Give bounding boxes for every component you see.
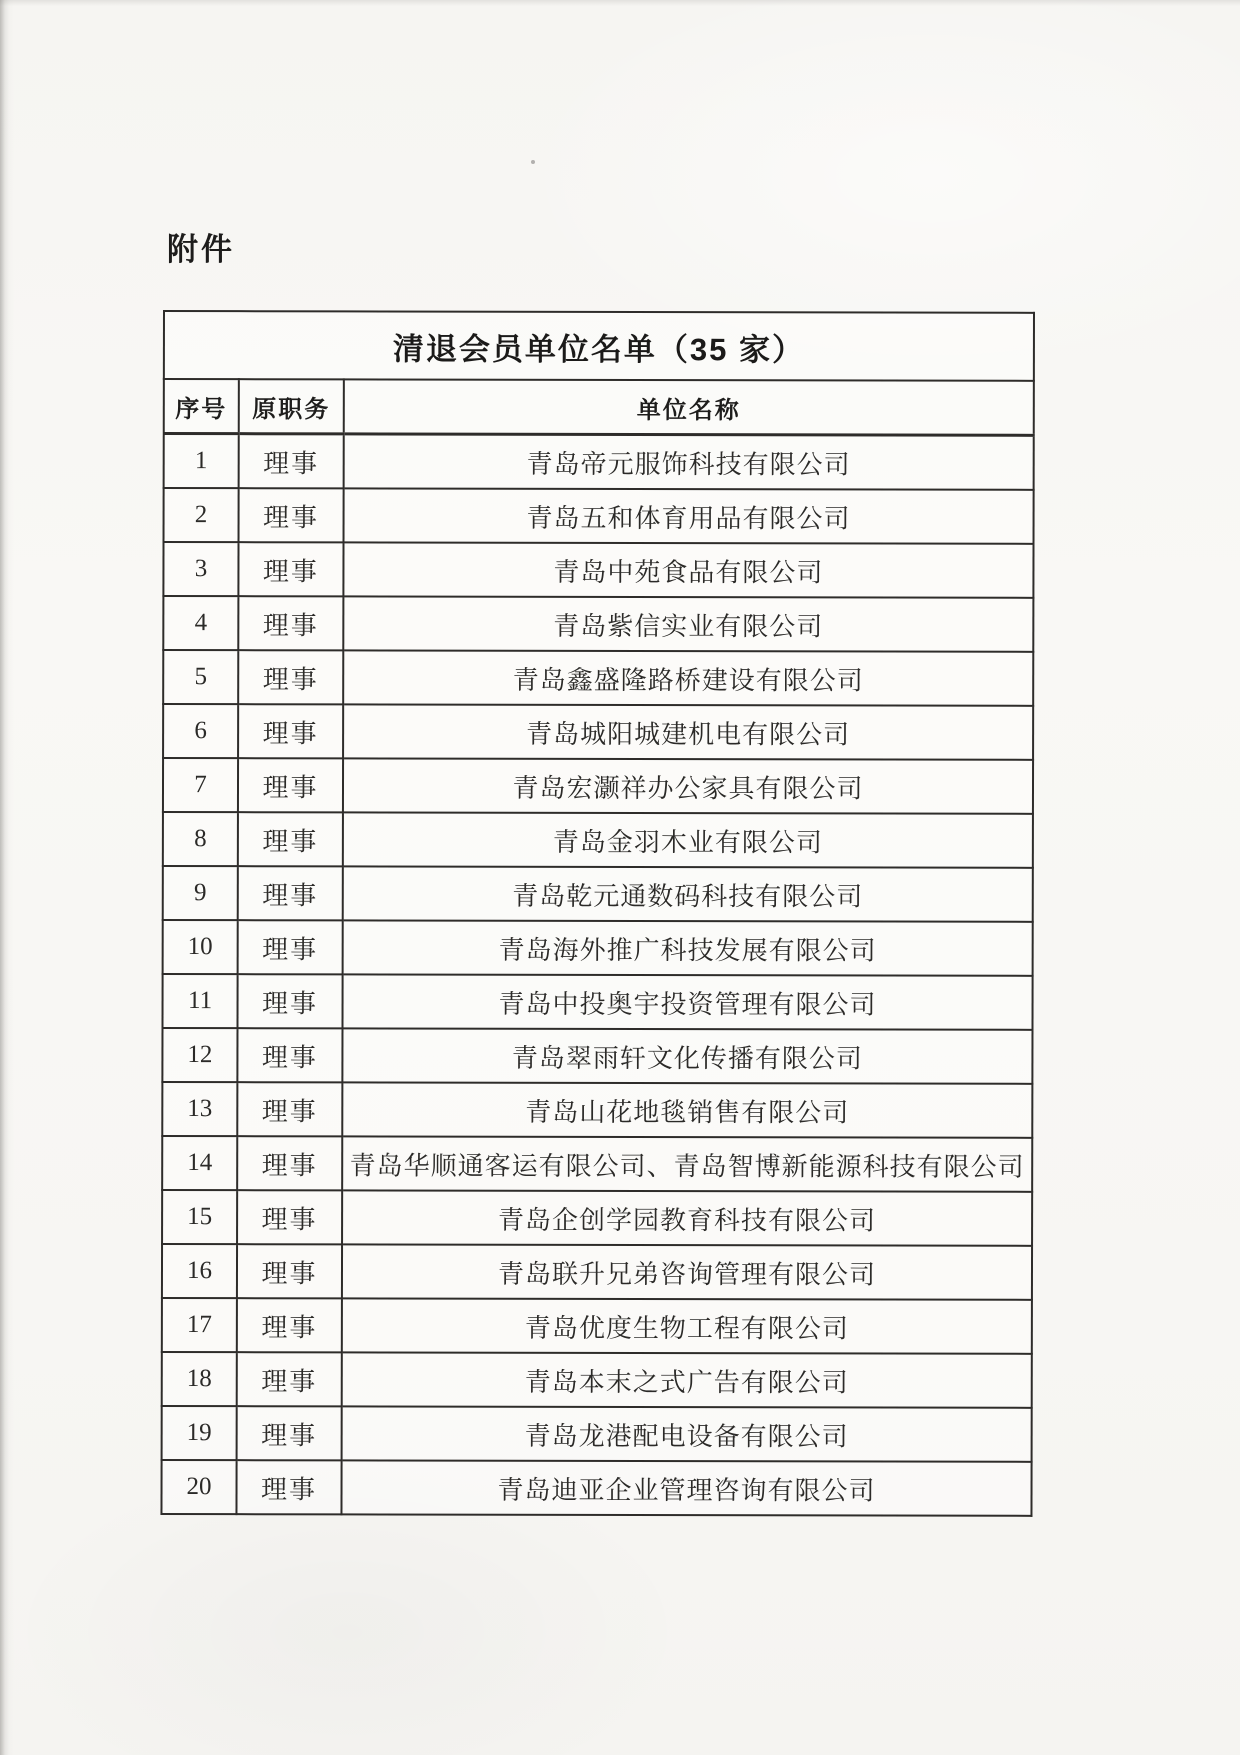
cell-position: 理事 xyxy=(238,596,343,650)
table-header-row xyxy=(164,379,1034,435)
cell-no: 3 xyxy=(163,542,238,596)
cell-position: 理事 xyxy=(237,974,342,1028)
cell-no: 19 xyxy=(162,1406,237,1460)
cell-no: 5 xyxy=(163,650,238,704)
cell-no: 12 xyxy=(162,1028,237,1082)
cell-position: 理事 xyxy=(237,1190,342,1244)
cell-company: 青岛迪亚企业管理咨询有限公司 xyxy=(341,1460,1031,1515)
cell-no: 13 xyxy=(162,1082,237,1136)
cell-no: 9 xyxy=(163,866,238,920)
cell-no: 8 xyxy=(163,812,238,866)
cell-company: 青岛优度生物工程有限公司 xyxy=(342,1298,1032,1353)
cell-position: 理事 xyxy=(237,1406,342,1460)
table-title: 清退会员单位名单（35 家） xyxy=(164,311,1034,381)
table-row xyxy=(163,920,1033,976)
cell-position: 理事 xyxy=(238,866,343,920)
cell-no: 2 xyxy=(164,488,239,542)
column-header-company: 单位名称 xyxy=(344,379,1034,435)
cell-position: 理事 xyxy=(238,542,343,596)
cell-no: 1 xyxy=(164,434,239,489)
table-row xyxy=(163,866,1033,922)
cell-company: 青岛华顺通客运有限公司、青岛智博新能源科技有限公司 xyxy=(342,1136,1032,1191)
cell-position: 理事 xyxy=(236,1460,341,1514)
cell-position: 理事 xyxy=(238,704,343,758)
cell-company: 青岛企创学园教育科技有限公司 xyxy=(342,1190,1032,1245)
cell-position: 理事 xyxy=(237,1136,342,1190)
cell-position: 理事 xyxy=(237,1298,342,1352)
scan-artifact-dot xyxy=(531,160,535,164)
cell-position: 理事 xyxy=(237,1082,342,1136)
cell-no: 14 xyxy=(162,1136,237,1190)
cell-position: 理事 xyxy=(238,650,343,704)
table-row xyxy=(162,1298,1032,1354)
cell-no: 16 xyxy=(162,1244,237,1298)
cell-company: 青岛宏灏祥办公家具有限公司 xyxy=(343,758,1033,813)
table-row xyxy=(164,434,1034,490)
cell-company: 青岛帝元服饰科技有限公司 xyxy=(344,434,1034,490)
cell-no: 4 xyxy=(163,596,238,650)
member-list-table-wrapper xyxy=(160,310,1035,1517)
cell-company: 青岛紫信实业有限公司 xyxy=(343,596,1033,651)
member-list-table xyxy=(160,310,1035,1517)
cell-company: 青岛鑫盛隆路桥建设有限公司 xyxy=(343,650,1033,705)
table-row xyxy=(163,812,1033,868)
cell-company: 青岛乾元通数码科技有限公司 xyxy=(343,866,1033,921)
table-title-row xyxy=(164,311,1034,381)
scan-left-edge-shading xyxy=(0,0,14,1755)
cell-no: 17 xyxy=(162,1298,237,1352)
attachment-label: 附件 xyxy=(167,232,235,267)
cell-company: 青岛海外推广科技发展有限公司 xyxy=(343,920,1033,975)
table-row xyxy=(162,1028,1032,1084)
cell-position: 理事 xyxy=(237,1244,342,1298)
cell-position: 理事 xyxy=(239,488,344,542)
table-row xyxy=(162,974,1032,1030)
table-row xyxy=(164,488,1034,544)
cell-no: 11 xyxy=(162,974,237,1028)
cell-no: 18 xyxy=(162,1352,237,1406)
table-row xyxy=(162,1352,1032,1408)
cell-position: 理事 xyxy=(238,758,343,812)
table-row xyxy=(162,1244,1032,1300)
cell-position: 理事 xyxy=(237,1352,342,1406)
table-row xyxy=(162,1136,1032,1192)
cell-no: 15 xyxy=(162,1190,237,1244)
cell-company: 青岛山花地毯销售有限公司 xyxy=(342,1082,1032,1137)
cell-position: 理事 xyxy=(238,920,343,974)
cell-position: 理事 xyxy=(237,1028,342,1082)
column-header-position: 原职务 xyxy=(239,379,344,434)
table-row xyxy=(162,1406,1032,1462)
table-row xyxy=(162,1190,1032,1246)
table-row xyxy=(163,704,1033,760)
cell-position: 理事 xyxy=(238,812,343,866)
cell-company: 青岛翠雨轩文化传播有限公司 xyxy=(342,1028,1032,1083)
cell-company: 青岛城阳城建机电有限公司 xyxy=(343,704,1033,759)
cell-company: 青岛龙港配电设备有限公司 xyxy=(342,1406,1032,1461)
cell-company: 青岛金羽木业有限公司 xyxy=(343,812,1033,867)
cell-company: 青岛本末之式广告有限公司 xyxy=(342,1352,1032,1407)
table-row xyxy=(163,650,1033,706)
column-header-no: 序号 xyxy=(164,379,239,434)
scan-top-edge-shading xyxy=(0,0,1240,6)
cell-no: 10 xyxy=(163,920,238,974)
cell-company: 青岛联升兄弟咨询管理有限公司 xyxy=(342,1244,1032,1299)
cell-no: 20 xyxy=(161,1460,236,1514)
table-row xyxy=(163,596,1033,652)
cell-company: 青岛五和体育用品有限公司 xyxy=(344,488,1034,543)
table-row xyxy=(161,1460,1031,1516)
table-row xyxy=(162,1082,1032,1138)
cell-company: 青岛中投奥宇投资管理有限公司 xyxy=(342,974,1032,1029)
cell-company: 青岛中苑食品有限公司 xyxy=(343,542,1033,597)
table-row xyxy=(163,542,1033,598)
cell-no: 6 xyxy=(163,704,238,758)
table-row xyxy=(163,758,1033,814)
cell-position: 理事 xyxy=(239,434,344,489)
cell-no: 7 xyxy=(163,758,238,812)
